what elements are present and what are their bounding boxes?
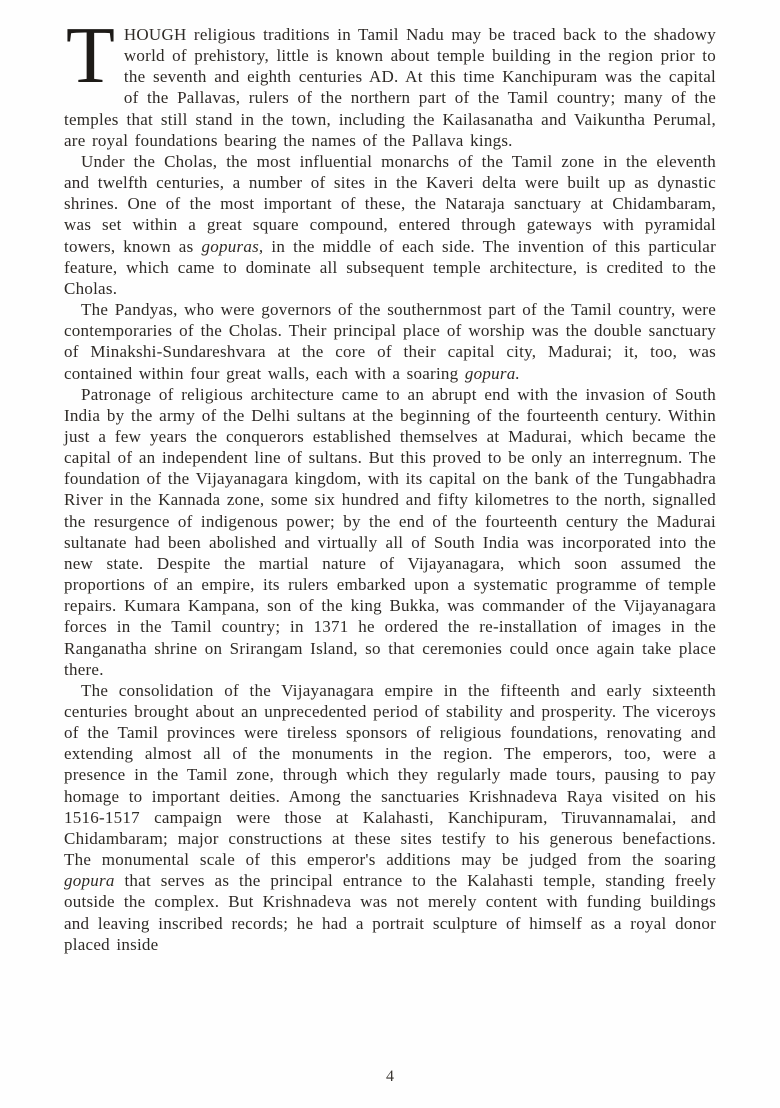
text-segment: Patronage of religious architecture came to an abrupt end with the invasion of South India by the army of the Delhi sultans at the beginning of the fourteenth century. Within just a few years the conquerors established themselves at Madurai, which became the capital of an independent line of sultans. But this proved to be only an interregnum. The foundation of the Vijayanagara kingdom, with its capital on the bank of the Tungabhadra River in the Kannada zone, some six hundred and fifty kilometres to the north, signalled the resurgence of indigenous power; by the end of the fourteenth century the Madurai sultanate had been abolished and virtually all of South India was incorporated into the new state. Despite the martial nature of Vijayanagara, which soon assumed the proportions of an empire, its rulers embarked upon a systematic programme of temple repairs. Kumara Kampana, son of the king Bukka, was commander of the Vijayanagara forces in the Tamil country; in 1371 he ordered the re-installation of images in the Ranganatha shrine on Srirangam Island, so that ceremonies could once again take place there. <box>64 384 716 679</box>
text-segment: The consolidation of the Vijayanagara empire in the fifteenth and early sixteenth centuries brought about an unprecedented period of stability and prosperity. The viceroys of the Tamil provinces were tireless sponsors of religious foundations, renovating and extending almost all of the monuments in the region. The emperors, too, were a presence in the Tamil zone, through which they regularly made tours, pausing to pay homage to important deities. Among the sanctuaries Krishnadeva Raya visited on his 1516-1517 campaign were those at Kalahasti, Kanchipuram, Tiruvannamalai, and Chidambaram; major constructions at these sites testify to his generous benefactions. The monumental scale of this emperor's additions may be judged from the soaring <box>64 680 716 870</box>
paragraph <box>64 384 716 680</box>
text-segment: Under the Cholas, the most influential monarchs of the Tamil zone in the eleventh and twelfth centuries, a number of sites in the Kaveri delta were built up as dynastic shrines. One of the most important of these, the Nataraja sanctuary at Chidambaram, was set within a great square compound, entered through gateways with pyramidal towers, known as <box>64 151 716 256</box>
text-segment: HOUGH religious traditions in Tamil Nadu may be traced back to the shadowy world of prehistory, little is known about temple building in the region prior to the seventh and eighth centuries AD. At this time Kanchipuram was the capital of the Pallavas, rulers of the northern part of the Tamil country; many of the temples that still stand in the town, including the Kailasanatha and Vaikuntha Perumal, are royal foundations bearing the names of the Pallava kings. <box>64 25 716 150</box>
paragraph <box>64 299 716 384</box>
paragraph <box>64 12 716 151</box>
text-segment: The Pandyas, who were governors of the southernmost part of the Tamil country, were contemporaries of the Cholas. Their principal place of worship was the double sanctuary of Minakshi-Sundareshvara at the core of their capital city, Madurai; it, too, was contained within four great walls, each with a soaring <box>64 300 716 383</box>
italic-term: gopura. <box>464 363 521 383</box>
paragraph <box>64 151 716 299</box>
drop-cap-letter: T <box>66 12 115 100</box>
text-segment: in the middle of each side. The invention of this particular feature, which came to dominate all subsequent temple architecture, is credited to the Cholas. <box>64 236 717 298</box>
italic-term: gopura <box>64 871 115 891</box>
page-number: 4 <box>386 1068 394 1085</box>
body-text <box>64 12 717 955</box>
text-segment: that serves as the principal entrance to the Kalahasti temple, standing freely outside the complex. But Krishnadeva was not merely content with funding buildings and leaving inscribed records; he had a portrait sculpture of himself as a royal donor placed inside <box>64 871 716 954</box>
paragraph <box>64 680 716 955</box>
italic-term: gopuras, <box>201 236 264 256</box>
